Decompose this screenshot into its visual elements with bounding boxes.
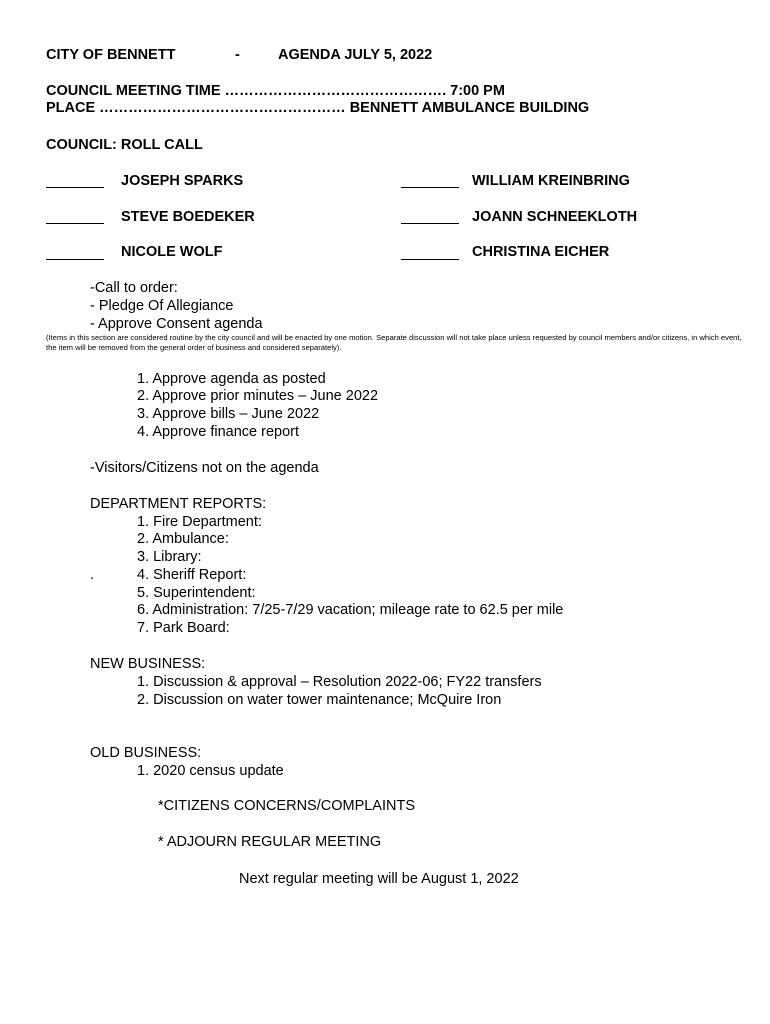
member-name: JOSEPH SPARKS xyxy=(121,173,244,189)
report-item: 7. Park Board: xyxy=(137,620,230,636)
agenda-date: AGENDA JULY 5, 2022 xyxy=(278,47,433,63)
consent-item: 3. Approve bills – June 2022 xyxy=(137,406,320,422)
old-business-item: 1. 2020 census update xyxy=(137,763,284,779)
meeting-place: PLACE …………………………………………… BENNETT AMBULANCE BUILDING xyxy=(46,100,590,116)
new-business-item: 1. Discussion & approval – Resolution 2022-06; FY22 transfers xyxy=(137,674,542,690)
new-business-item: 2. Discussion on water tower maintenance; McQuire Iron xyxy=(137,692,502,708)
consent-item: 2. Approve prior minutes – June 2022 xyxy=(137,388,379,404)
consent-agenda: - Approve Consent agenda xyxy=(90,316,263,332)
report-item: 5. Superintendent: xyxy=(137,585,256,601)
report-item: 3. Library: xyxy=(137,549,202,565)
citizens-concerns: *CITIZENS CONCERNS/COMPLAINTS xyxy=(158,798,415,814)
city-name: CITY OF BENNETT xyxy=(46,47,176,63)
roll-call-blank xyxy=(401,259,459,260)
member-name: JOANN SCHNEEKLOTH xyxy=(472,209,638,225)
report-item: 6. Administration: 7/25-7/29 vacation; mileage rate to 62.5 per mile xyxy=(137,602,564,618)
consent-item: 1. Approve agenda as posted xyxy=(137,371,326,387)
roll-call-blank xyxy=(46,223,104,224)
adjourn: * ADJOURN REGULAR MEETING xyxy=(158,834,382,850)
report-item: 1. Fire Department: xyxy=(137,514,262,530)
meeting-time: COUNCIL MEETING TIME ………………………………………. 7:00 PM xyxy=(46,83,505,99)
member-name: WILLIAM KREINBRING xyxy=(472,173,630,189)
call-to-order: -Call to order: xyxy=(90,280,178,296)
next-meeting: Next regular meeting will be August 1, 2022 xyxy=(239,871,519,887)
roll-call-blank xyxy=(46,187,104,188)
header-dash: - xyxy=(235,47,240,63)
roll-call-blank xyxy=(401,187,459,188)
visitors-line: -Visitors/Citizens not on the agenda xyxy=(90,460,319,476)
report-item: 2. Ambulance: xyxy=(137,531,229,547)
old-business-title: OLD BUSINESS: xyxy=(90,745,202,761)
roll-call-blank xyxy=(401,223,459,224)
department-reports-title: DEPARTMENT REPORTS: xyxy=(90,496,267,512)
pledge: - Pledge Of Allegiance xyxy=(90,298,234,314)
member-name: STEVE BOEDEKER xyxy=(121,209,255,225)
report-item: 4. Sheriff Report: xyxy=(137,567,247,583)
consent-note: (Items in this section are considered routine by the city council and will be enacted by one motion. Separate discussion will not take place unless requested by council members and/or citizens, in which event, the item will be removed from the general order of business and considered separately). xyxy=(46,333,742,352)
new-business-title: NEW BUSINESS: xyxy=(90,656,206,672)
consent-item: 4. Approve finance report xyxy=(137,424,300,440)
stray-mark: . xyxy=(90,567,95,583)
member-name: NICOLE WOLF xyxy=(121,244,223,260)
roll-call-blank xyxy=(46,259,104,260)
roll-call-title: COUNCIL: ROLL CALL xyxy=(46,137,203,153)
member-name: CHRISTINA EICHER xyxy=(472,244,610,260)
